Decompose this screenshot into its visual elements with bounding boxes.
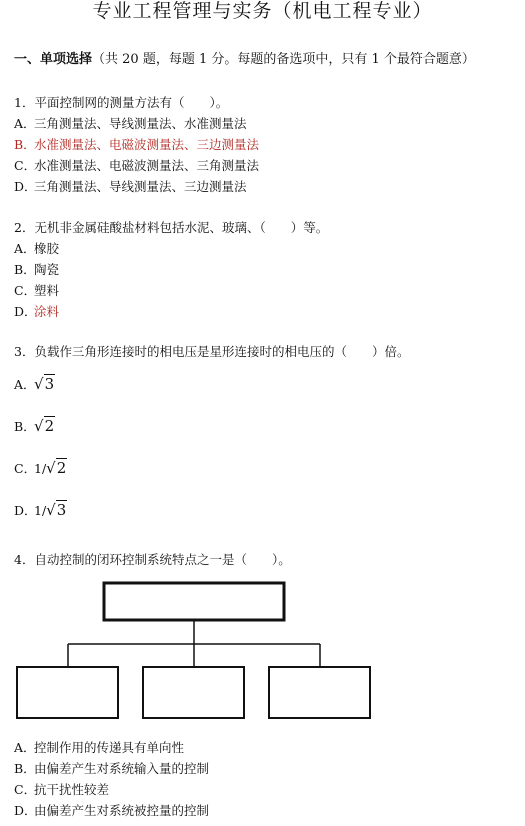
option-text: 由偏差产生对系统被控量的控制: [34, 803, 210, 818]
sqrt-symbol: √3: [34, 375, 55, 393]
option-text: 塑料: [34, 283, 60, 298]
question-2-stem: 2．无机非金属硅酸盐材料包括水泥、玻璃、（ ）等。: [14, 220, 329, 235]
option-text: 橡胶: [34, 241, 60, 256]
question-3-option-c: [14, 459, 67, 478]
section-note: （共 20 题，每题 1 分。每题的备选项中，只有 1 个最符合题意）: [92, 52, 475, 67]
option-label: B．: [14, 262, 36, 277]
question-1-stem: 1．平面控制网的测量方法有（ ）。: [14, 95, 229, 110]
question-4-stem: 4．自动控制的闭环控制系统特点之一是（ ）。: [14, 552, 291, 567]
option-prefix: 1/: [34, 503, 47, 518]
radicand: 3: [56, 501, 67, 519]
question-3-option-a: [14, 375, 55, 394]
question-1-option-d: [14, 179, 247, 195]
block-diagram: [0, 575, 525, 725]
question-4-option-a: [14, 740, 184, 756]
option-label: C．: [14, 461, 37, 476]
page-title: 专业工程管理与实务（机电工程专业）: [92, 0, 433, 22]
option-label: B．: [14, 419, 36, 434]
sqrt-symbol: √2: [34, 417, 55, 435]
question-2-option-d: [14, 304, 59, 320]
option-text: 三角测量法、导线测量法、水准测量法: [34, 116, 247, 131]
option-label: A．: [14, 116, 36, 131]
diagram-right-box: [269, 667, 370, 718]
option-text: 三角测量法、导线测量法、三边测量法: [34, 179, 247, 194]
radicand: 3: [44, 375, 55, 393]
option-label: D．: [14, 304, 37, 319]
option-text: 由偏差产生对系统输入量的控制: [34, 761, 210, 776]
option-label: C．: [14, 782, 37, 797]
option-text: 水准测量法、电磁波测量法、三边测量法: [34, 137, 260, 152]
option-label: D．: [14, 803, 37, 818]
option-label: A．: [14, 241, 36, 256]
option-label: B．: [14, 761, 36, 776]
question-3-option-d: [14, 501, 67, 520]
radicand: 2: [44, 417, 55, 435]
option-label: A．: [14, 377, 36, 392]
option-label: C．: [14, 283, 37, 298]
question-2-option-b: [14, 262, 59, 278]
option-label: B．: [14, 137, 36, 152]
question-3-stem: 3．负载作三角形连接时的相电压是星形连接时的相电压的（ ）倍。: [14, 344, 410, 359]
diagram-middle-box: [143, 667, 244, 718]
radicand: 2: [56, 459, 67, 477]
question-1-option-a: [14, 116, 247, 132]
section-heading: [14, 52, 475, 68]
option-text: 水准测量法、电磁波测量法、三角测量法: [34, 158, 260, 173]
question-4-option-b: [14, 761, 209, 777]
diagram-left-box: [17, 667, 118, 718]
option-text: 抗干扰性较差: [34, 782, 110, 797]
question-1-option-b: [14, 137, 259, 153]
option-text: 陶瓷: [34, 262, 60, 277]
option-text: 涂料: [34, 304, 60, 319]
sqrt-symbol: √3: [46, 501, 67, 519]
sqrt-symbol: √2: [46, 459, 67, 477]
option-label: A．: [14, 740, 36, 755]
question-4-option-c: [14, 782, 109, 798]
option-prefix: 1/: [34, 461, 47, 476]
question-1-option-c: [14, 158, 259, 174]
section-title: 一、单项选择: [14, 52, 93, 67]
question-2-option-a: [14, 241, 59, 257]
option-label: D．: [14, 503, 37, 518]
question-4-option-d: [14, 803, 209, 819]
option-label: C．: [14, 158, 37, 173]
question-3-option-b: [14, 417, 55, 436]
diagram-top-box: [104, 583, 284, 620]
option-label: D．: [14, 179, 37, 194]
question-2-option-c: [14, 283, 59, 299]
option-text: 控制作用的传递具有单向性: [34, 740, 185, 755]
